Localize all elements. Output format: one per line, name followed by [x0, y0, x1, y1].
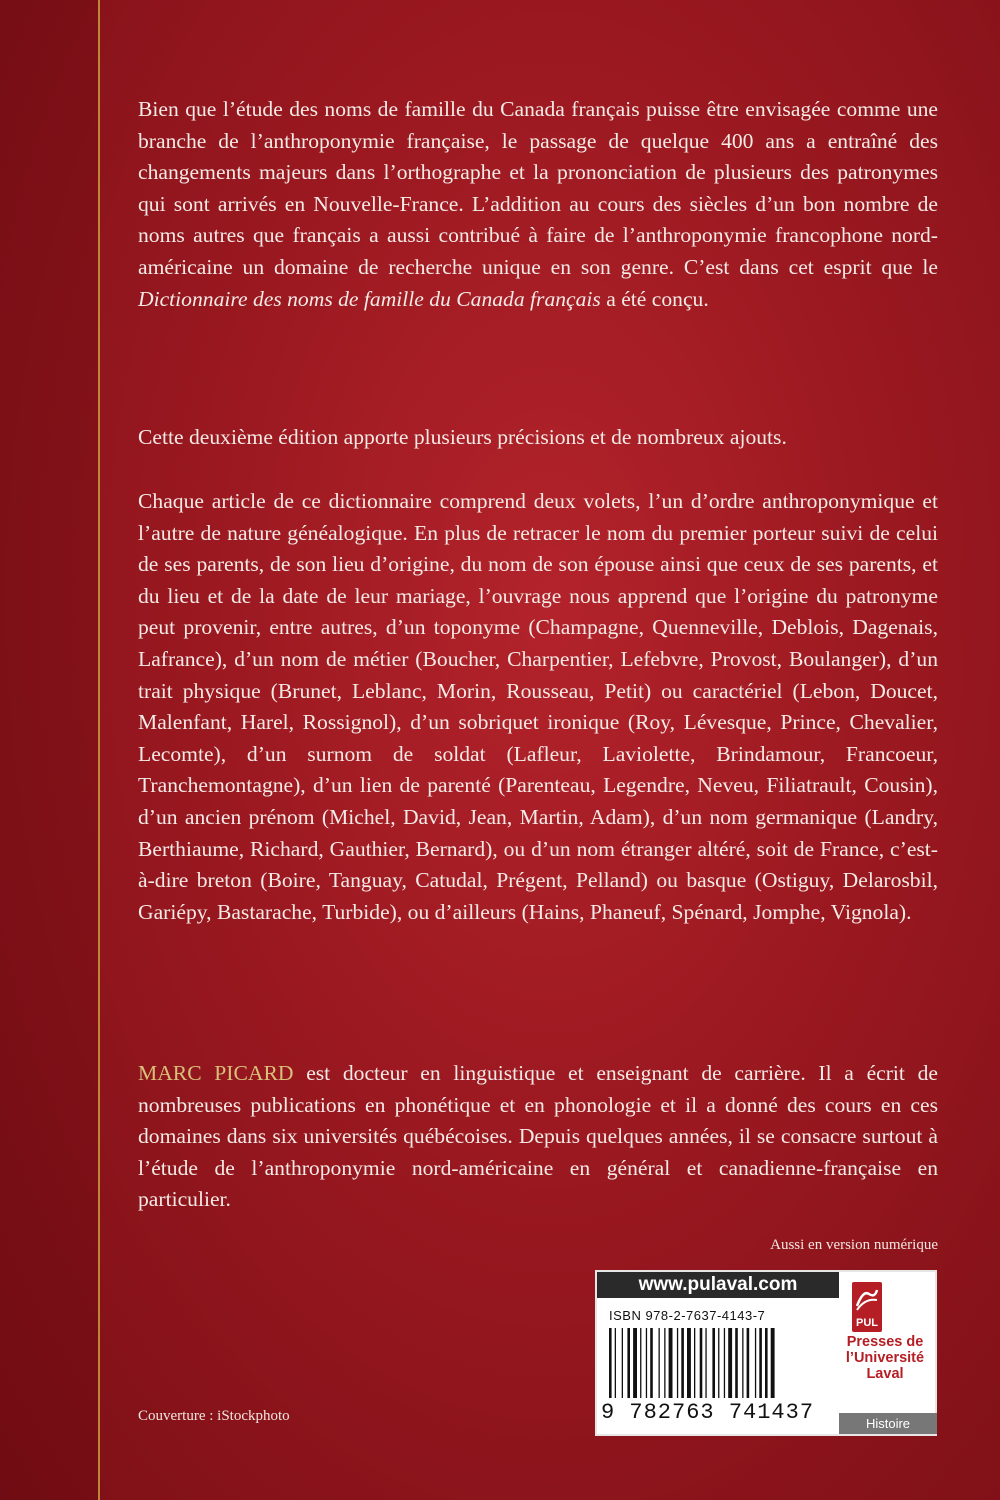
book-title: Dictionnaire des noms de famille du Canada français	[138, 286, 601, 311]
intro-text-end: a été conçu.	[600, 286, 709, 311]
barcode	[607, 1328, 817, 1398]
publisher-url: www.pulaval.com	[597, 1272, 839, 1298]
category-label: Histoire	[839, 1413, 937, 1434]
digital-version-note: Aussi en version numérique	[770, 1237, 938, 1253]
spine-line	[98, 0, 100, 1500]
pul-logo-letters: PUL	[856, 1317, 878, 1329]
edition-paragraph: Cette deuxième édition apporte plusieurs précisions et de nombreux ajouts.	[138, 425, 787, 449]
publisher-box	[595, 1270, 937, 1436]
publisher-line-1: Presses de	[846, 1334, 924, 1350]
author-bio	[138, 1058, 938, 1216]
author-name: MARC PICARD	[138, 1061, 294, 1085]
intro-paragraph	[138, 94, 938, 315]
pul-logo-icon	[852, 1282, 882, 1332]
description-paragraph: Chaque article de ce dictionnaire comprend deux volets, l’un d’ordre anthroponymique et l’autre de nature généalogique. En plus de retracer le nom du premier porteur suivi de celui de ses parents, de son lieu d’origine, du nom de son épouse ainsi que ceux de ses parents, et du lieu et de la date de leur mariage, l’ouvrage nous apprend que l’origine du patronyme peut provenir, entre autres, d’un toponyme (Champagne, Quenneville, Deblois, Dagenais, Lafrance), d’un nom de métier (Boucher, Charpentier, Lefebvre, Provost, Boulanger), d’un trait physique (Brunet, Leblanc, Morin, Rousseau, Petit) ou caractériel (Lebon, Doucet, Malenfant, Harel, Rossignol), d’un sobriquet ironique (Roy, Lévesque, Prince, Chevalier, Lecomte), d’un surnom de soldat (Lafleur, Laviolette, Brindamour, Francoeur, Tranchemontagne), d’un lien de parenté (Parenteau, Legendre, Neveu, Filiatrault, Cousin), d’un ancien prénom (Michel, David, Jean, Martin, Adam), d’un nom germanique (Landry, Berthiaume, Richard, Gauthier, Bernard), ou d’un nom étranger altéré, soit de France, c’est-à-dire breton (Boire, Tanguay, Catudal, Prégent, Pelland) ou basque (Ostiguy, Delarosbil, Gariépy, Bastarache, Turbide), ou d’ailleurs (Hains, Phaneuf, Spénard, Jomphe, Vignola).	[138, 489, 938, 924]
spine-shade	[0, 0, 98, 1500]
publisher-line-3: Laval	[866, 1366, 904, 1382]
publisher-line-2: l’Université	[845, 1350, 925, 1366]
cover-credit: Couverture : iStockphoto	[138, 1408, 290, 1424]
publisher-name	[829, 1334, 941, 1382]
author-bio-text: est docteur en linguistique et enseignant de carrière. Il a écrit de nombreuses publications en phonétique et en phonologie et il a donné des cours en ces domaines dans six universités québécoises. Depuis quelques années, il se consacre surtout à l’étude de l’anthroponymie nord-américaine en général et canadienne-française en particulier.	[138, 1061, 939, 1212]
barcode-number: 9 782763 741437	[601, 1400, 815, 1425]
isbn-label: ISBN 978-2-7637-4143-7	[609, 1308, 766, 1323]
intro-text: Bien que l’étude des noms de famille du Canada français puisse être envisagée comme une branche de l’anthroponymie française, le passage de quelque 400 ans a entraîné des changements majeurs dans l’orthographe et la prononciation de plusieurs des patronymes qui sont arrivés en Nouvelle-France. L’addition au cours des siècles d’un bon nombre de noms autres que français a aussi contribué à faire de l’anthroponymie francophone nord-américaine un domaine de recherche unique en son genre. C’est dans cet esprit que le	[138, 97, 938, 279]
